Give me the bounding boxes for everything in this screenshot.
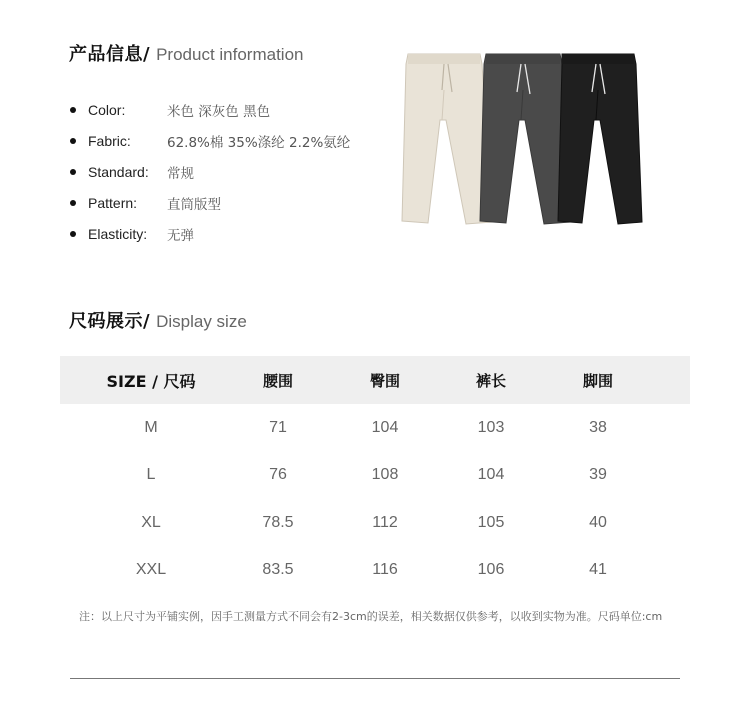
bullet-icon — [70, 231, 76, 237]
table-row — [60, 499, 690, 547]
cell-size: XXL — [135, 561, 167, 579]
attribute-color — [70, 94, 400, 125]
pants-product-image — [400, 50, 645, 230]
header-size: SIZE / 尺码 — [106, 371, 196, 391]
attribute-key: Color: — [88, 101, 126, 118]
attribute-value: 米色 深灰色 黑色 — [167, 103, 271, 120]
table-row — [60, 547, 690, 595]
size-table-header — [60, 356, 690, 404]
attribute-standard — [70, 156, 400, 187]
attribute-elasticity — [70, 218, 400, 249]
cell-hip: 112 — [372, 513, 398, 531]
header-hem: 脚围 — [582, 371, 614, 390]
table-row — [60, 452, 690, 500]
attribute-value: 无弹 — [167, 227, 194, 244]
table-row — [60, 404, 690, 452]
attribute-list — [70, 94, 400, 249]
attribute-key: Elasticity: — [88, 225, 148, 242]
product-info-title-cn: 产品信息/ — [69, 44, 151, 65]
cell-size: M — [144, 418, 158, 436]
cell-length: 105 — [477, 513, 505, 531]
cell-hem: 40 — [589, 513, 607, 531]
cell-hem: 38 — [589, 418, 607, 436]
beige-pants — [402, 54, 492, 224]
attribute-pattern — [70, 187, 400, 218]
cell-length: 103 — [477, 418, 505, 436]
bullet-icon — [70, 169, 76, 175]
cell-length: 106 — [477, 561, 505, 579]
cell-hip: 108 — [371, 466, 399, 484]
cell-length: 104 — [477, 466, 505, 484]
black-pants — [558, 54, 642, 224]
size-section-title-en: Display size — [156, 312, 247, 331]
attribute-key: Fabric: — [88, 132, 131, 149]
bullet-icon — [70, 200, 76, 206]
size-table — [60, 356, 690, 594]
cell-waist: 76 — [269, 466, 287, 484]
cell-waist: 78.5 — [262, 513, 294, 531]
header-waist: 腰围 — [262, 371, 294, 390]
cell-hip: 116 — [372, 561, 398, 579]
product-info-title-en: Product information — [156, 45, 304, 64]
cell-hem: 41 — [589, 561, 607, 579]
header-length: 裤长 — [475, 371, 507, 390]
size-section-title-cn: 尺码展示/ — [69, 311, 151, 332]
bullet-icon — [70, 107, 76, 113]
attribute-key: Standard: — [88, 163, 149, 180]
size-section-title — [69, 307, 247, 333]
bottom-divider — [70, 678, 680, 679]
cell-hip: 104 — [371, 418, 399, 436]
attribute-fabric — [70, 125, 400, 156]
attribute-value: 直筒版型 — [167, 196, 221, 213]
size-note: 注：以上尺寸为平铺实例，因手工测量方式不同会有2-3cm的误差，相关数据仅供参考，以收到实物为准。尺码单位:cm — [79, 610, 663, 623]
attribute-value: 62.8%棉 35%涤纶 2.2%氨纶 — [167, 134, 351, 151]
cell-waist: 71 — [269, 418, 287, 436]
header-hip: 臀围 — [369, 371, 401, 390]
cell-waist: 83.5 — [262, 561, 294, 579]
product-info-title — [69, 40, 303, 66]
cell-size: XL — [141, 513, 161, 531]
bullet-icon — [70, 138, 76, 144]
cell-size: L — [146, 466, 156, 484]
attribute-key: Pattern: — [88, 194, 138, 211]
dark-grey-pants — [480, 54, 570, 224]
cell-hem: 39 — [589, 466, 607, 484]
attribute-value: 常规 — [167, 165, 194, 182]
